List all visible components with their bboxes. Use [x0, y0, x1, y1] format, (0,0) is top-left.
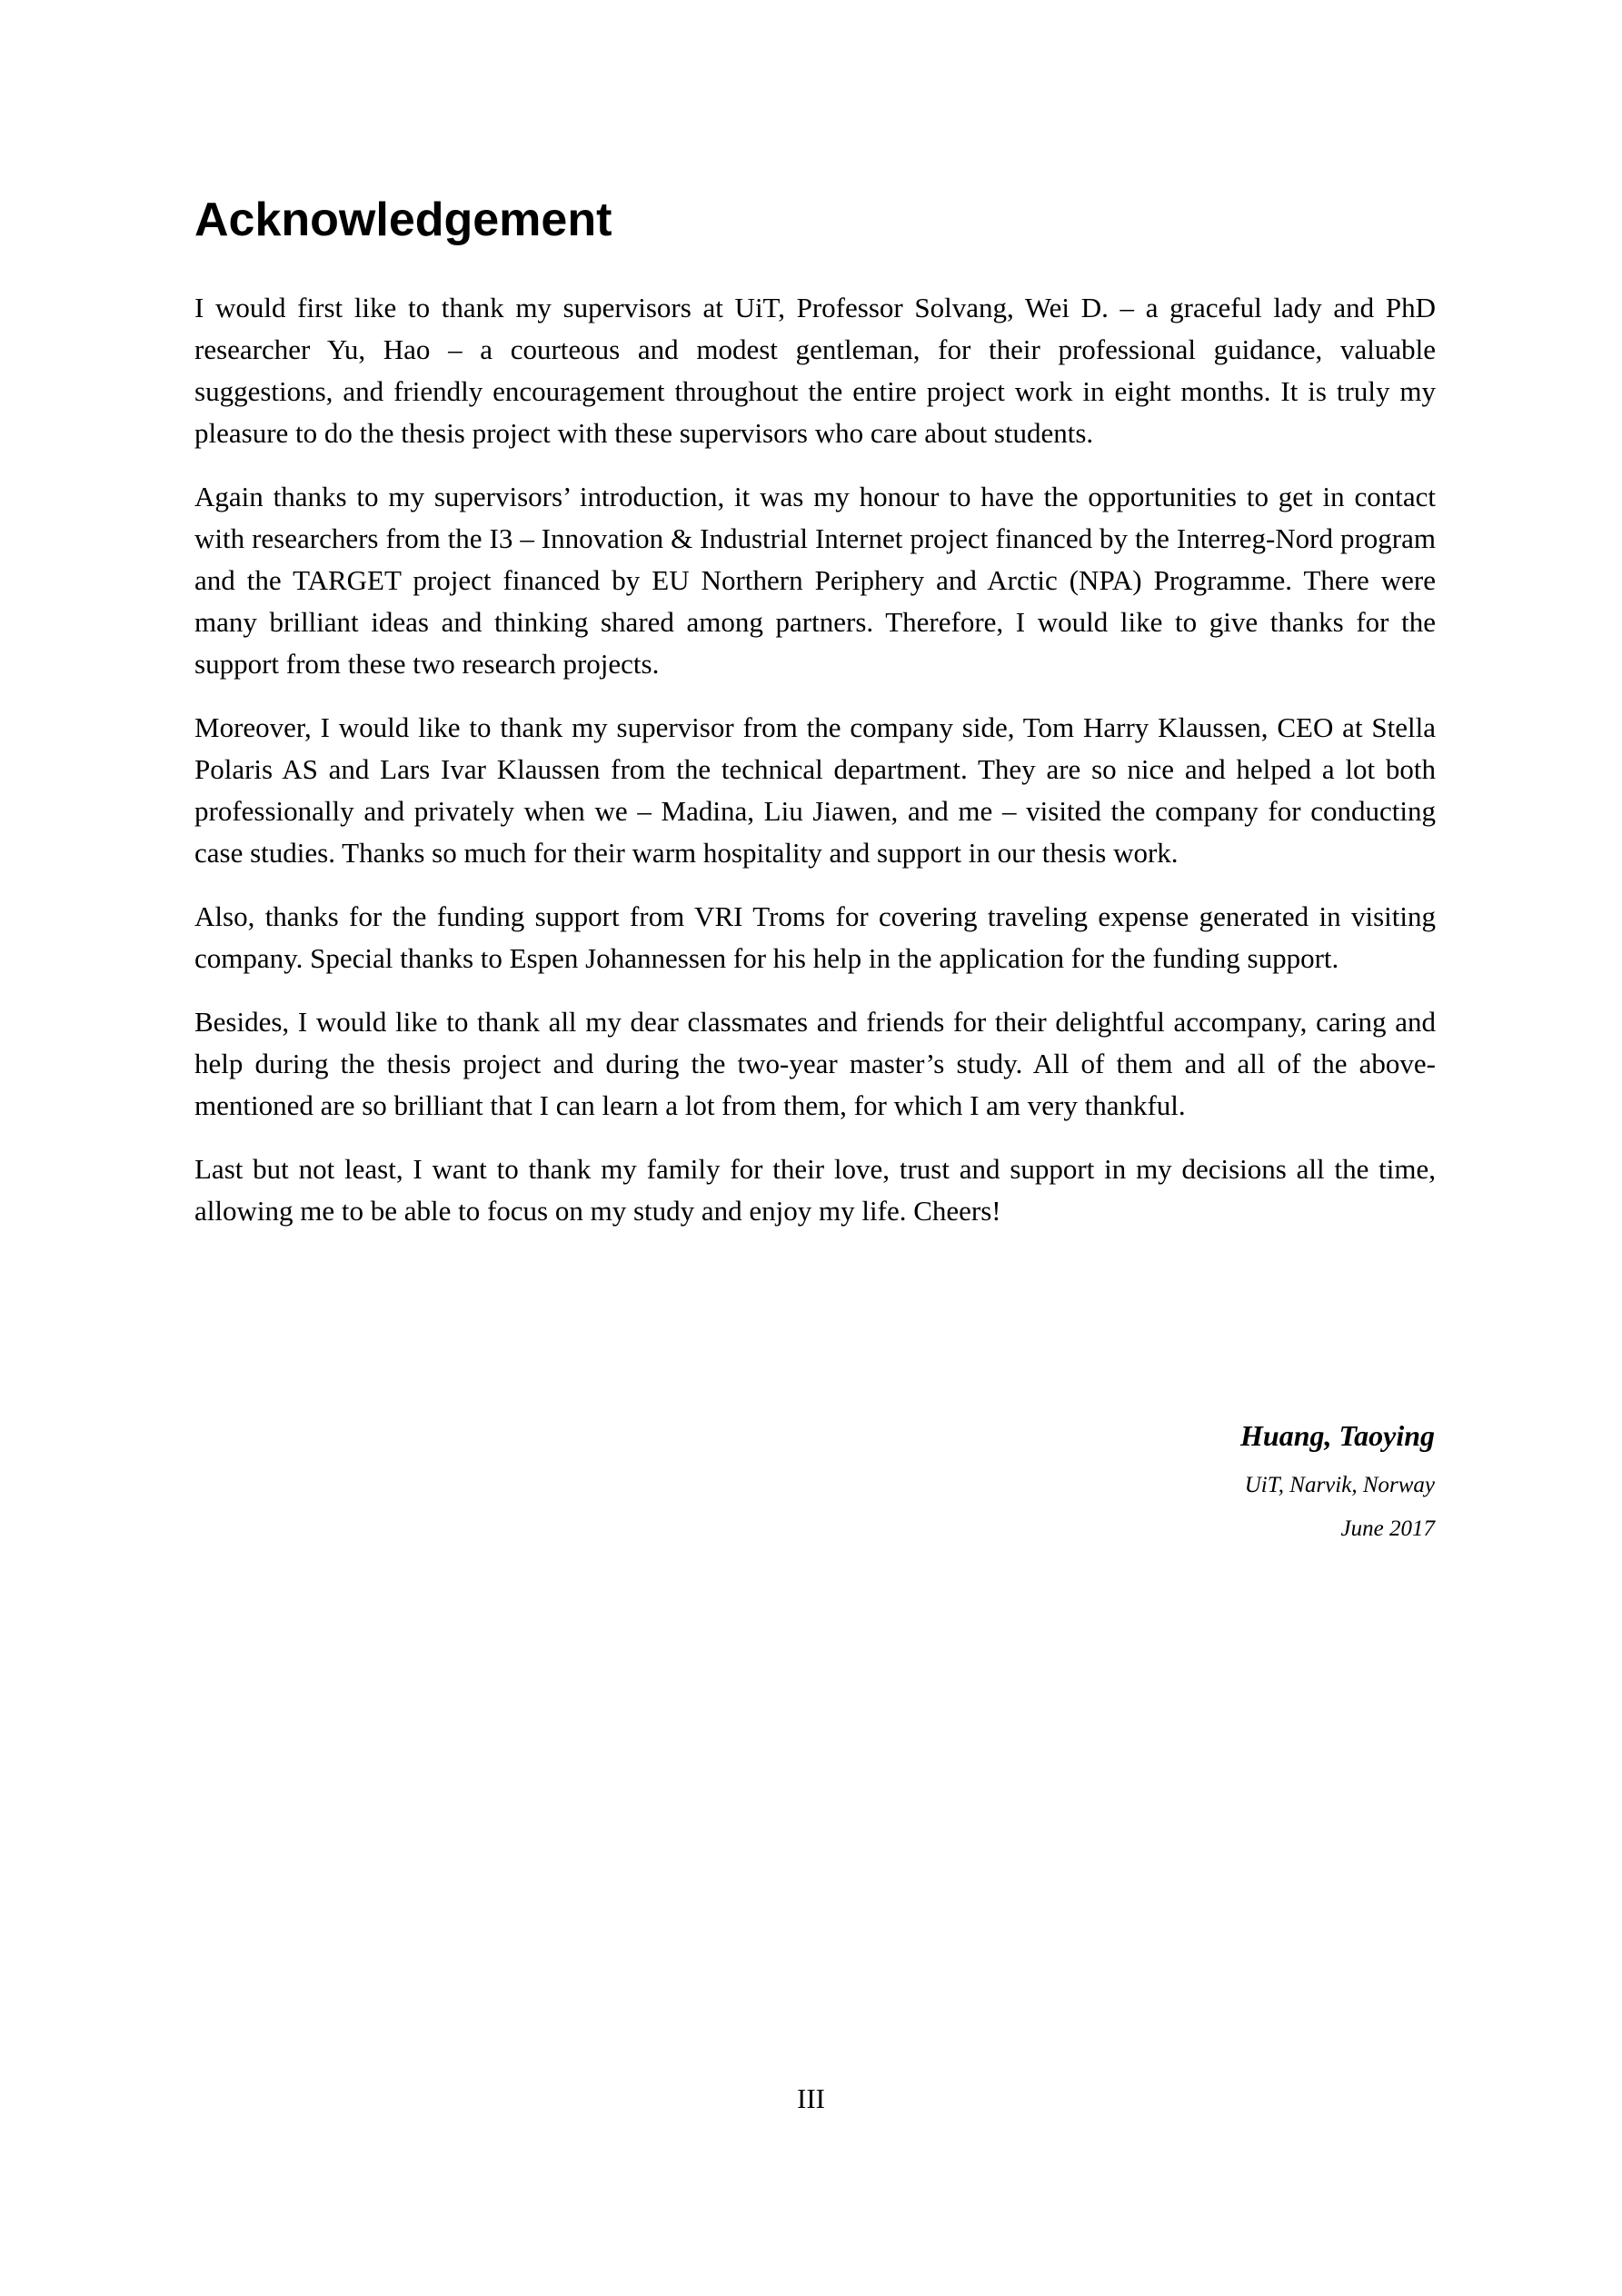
- acknowledgement-body: [194, 287, 1436, 1254]
- paragraph-supervisors: I would first like to thank my supervisors at UiT, Professor Solvang, Wei D. – a graceful lady and PhD researcher Yu, Hao – a courteous and modest gentleman, for their professional guidance, valuable suggestions, and friendly encouragement throughout the entire project work in eight months. It is truly my pleasure to do the thesis project with these supervisors who care about students.: [194, 292, 1436, 449]
- author-date: June 2017: [1340, 1516, 1435, 1541]
- paragraph-research-projects: Again thanks to my supervisors’ introduction, it was my honour to have the opportunities to get in contact with researchers from the I3 – Innovation & Industrial Internet project financed by the Interreg-Nord program and the TARGET project financed by EU Northern Periphery and Arctic (NPA) Programme. There were many brilliant ideas and thinking shared among partners. Therefore, I would like to give thanks for the support from these two research projects.: [194, 481, 1436, 680]
- paragraph-family: Last but not least, I want to thank my family for their love, trust and support in my decisions all the time, allowing me to be able to focus on my study and enjoy my life. Cheers!: [194, 1153, 1436, 1227]
- author-name: Huang, Taoying: [1240, 1419, 1435, 1452]
- paragraph-funding: Also, thanks for the funding support from VRI Troms for covering traveling expense generated in visiting company. Special thanks to Espen Johannessen for his help in the application for the funding support.: [194, 900, 1436, 974]
- paragraph-classmates: Besides, I would like to thank all my dear classmates and friends for their delightful accompany, caring and help during the thesis project and during the two-year master’s study. All of them and all of the above-mentioned are so brilliant that I can learn a lot from them, for which I am very thankful.: [194, 1006, 1436, 1121]
- page-number: III: [797, 2082, 825, 2114]
- page-title: Acknowledgement: [194, 194, 612, 246]
- signature-block: [1240, 1414, 1435, 1546]
- author-place: UiT, Narvik, Norway: [1244, 1473, 1435, 1497]
- paragraph-company: Moreover, I would like to thank my supervisor from the company side, Tom Harry Klaussen, CEO at Stella Polaris AS and Lars Ivar Klaussen from the technical department. They are so nice and helped a lot both professionally and privately when we – Madina, Liu Jiawen, and me – visited the company for conducting case studies. Thanks so much for their warm hospitality and support in our thesis work.: [194, 711, 1436, 869]
